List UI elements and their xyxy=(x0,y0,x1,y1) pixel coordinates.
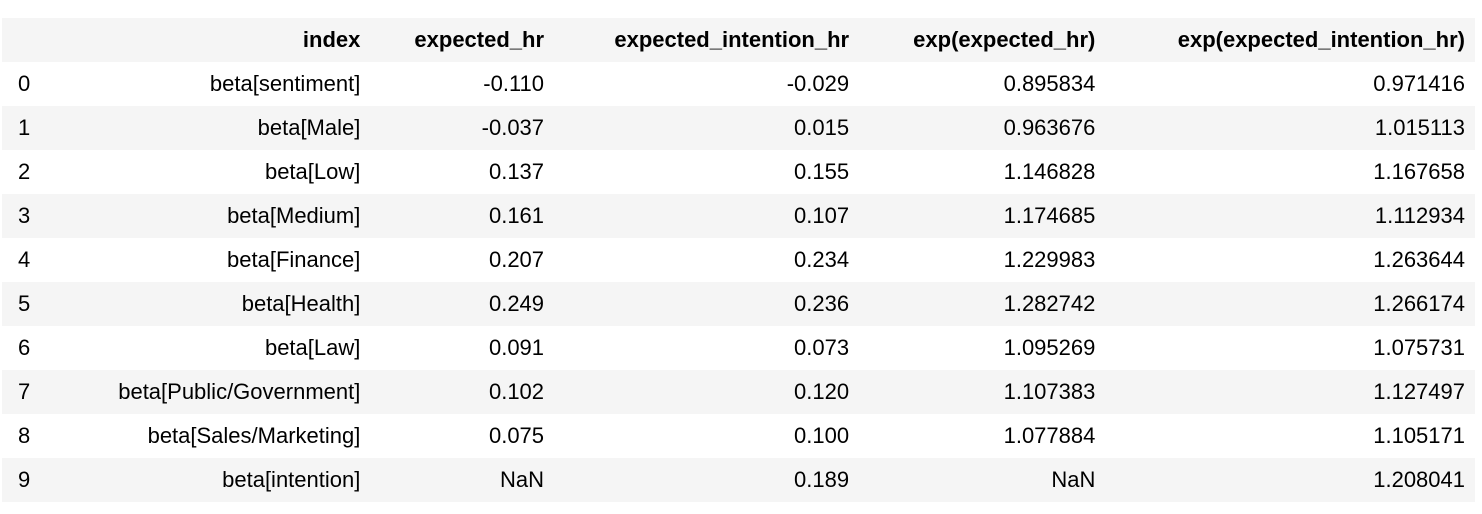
cell-exp-expected-hr: 1.146828 xyxy=(1003,159,1096,184)
cell-exp-expected-intention-hr: 1.075731 xyxy=(1373,335,1465,360)
table-row xyxy=(2,106,1475,150)
cell-expected-hr: -0.037 xyxy=(370,106,554,150)
cell-expected-hr: 0.137 xyxy=(488,159,545,184)
cell-exp-expected-hr: 1.174685 xyxy=(859,194,1105,238)
cell-exp-expected-intention-hr: 0.971416 xyxy=(1373,71,1465,96)
header-exp-expected-hr: exp(expected_hr) xyxy=(859,18,1105,62)
cell-row-number: 5 xyxy=(2,282,57,326)
header-expected-intention-hr: expected_intention_hr xyxy=(554,18,859,62)
header-expected-hr: expected_hr xyxy=(370,18,554,62)
cell-exp-expected-hr: 0.963676 xyxy=(859,106,1105,150)
cell-exp-expected-intention-hr: 1.112934 xyxy=(1105,194,1475,238)
table-header xyxy=(2,18,1475,62)
cell-expected-hr: 0.249 xyxy=(370,282,554,326)
cell-exp-expected-intention-hr: 1.266174 xyxy=(1105,282,1475,326)
cell-index: beta[intention] xyxy=(57,458,370,502)
table-row xyxy=(2,414,1475,458)
cell-index: beta[Male] xyxy=(57,106,370,150)
header-row-index xyxy=(2,18,57,62)
cell-exp-expected-hr: NaN xyxy=(859,458,1105,502)
table-row xyxy=(2,282,1475,326)
cell-exp-expected-intention-hr: 1.127497 xyxy=(1105,370,1475,414)
cell-expected-intention-hr: 0.189 xyxy=(554,458,859,502)
cell-index: beta[Public/Government] xyxy=(57,370,370,414)
cell-exp-expected-intention-hr: 1.208041 xyxy=(1105,458,1475,502)
cell-expected-hr: 0.091 xyxy=(488,335,545,360)
cell-index: beta[Sales/Marketing] xyxy=(147,423,361,448)
header-row xyxy=(2,18,1475,62)
cell-exp-expected-intention-hr: 1.105171 xyxy=(1373,423,1465,448)
cell-index: beta[Health] xyxy=(57,282,370,326)
cell-expected-hr: -0.110 xyxy=(483,71,545,96)
table-row xyxy=(2,62,1475,106)
header-exp-expected-intention-hr: exp(expected_intention_hr) xyxy=(1105,18,1475,62)
cell-expected-intention-hr: 0.234 xyxy=(794,247,850,272)
cell-expected-intention-hr: 0.100 xyxy=(794,423,850,448)
cell-expected-intention-hr: 0.073 xyxy=(794,335,850,360)
table-row xyxy=(2,326,1475,370)
cell-expected-intention-hr: 0.015 xyxy=(554,106,859,150)
cell-exp-expected-hr: 1.229983 xyxy=(1003,247,1096,272)
cell-row-number: 9 xyxy=(2,458,57,502)
cell-row-number: 8 xyxy=(18,423,31,448)
cell-exp-expected-intention-hr: 1.263644 xyxy=(1373,247,1465,272)
cell-exp-expected-hr: 1.095269 xyxy=(1003,335,1096,360)
dataframe-table xyxy=(2,18,1475,502)
cell-expected-intention-hr: 0.120 xyxy=(554,370,859,414)
cell-index: beta[sentiment] xyxy=(209,71,361,96)
cell-exp-expected-intention-hr: 1.167658 xyxy=(1373,159,1465,184)
table-row xyxy=(2,370,1475,414)
cell-index: beta[Law] xyxy=(264,335,361,360)
table-body xyxy=(2,62,1475,502)
cell-expected-hr: 0.102 xyxy=(370,370,554,414)
cell-row-number: 3 xyxy=(2,194,57,238)
cell-expected-intention-hr: 0.107 xyxy=(554,194,859,238)
cell-expected-intention-hr: 0.155 xyxy=(794,159,850,184)
cell-expected-hr: 0.075 xyxy=(488,423,545,448)
cell-exp-expected-hr: 1.107383 xyxy=(859,370,1105,414)
cell-expected-intention-hr: -0.029 xyxy=(786,71,850,96)
cell-expected-hr: 0.161 xyxy=(370,194,554,238)
cell-exp-expected-intention-hr: 1.015113 xyxy=(1105,106,1475,150)
cell-row-number: 2 xyxy=(18,159,31,184)
cell-index: beta[Finance] xyxy=(227,247,361,272)
table-row xyxy=(2,150,1475,194)
cell-exp-expected-hr: 0.895834 xyxy=(1003,71,1096,96)
cell-row-number: 7 xyxy=(2,370,57,414)
cell-expected-intention-hr: 0.236 xyxy=(554,282,859,326)
cell-row-number: 1 xyxy=(2,106,57,150)
cell-row-number: 6 xyxy=(18,335,31,360)
table-row xyxy=(2,238,1475,282)
cell-expected-hr: 0.207 xyxy=(488,247,545,272)
table-row xyxy=(2,458,1475,502)
cell-index: beta[Low] xyxy=(264,159,361,184)
cell-expected-hr: NaN xyxy=(370,458,554,502)
header-index: index xyxy=(57,18,370,62)
cell-row-number: 0 xyxy=(18,71,31,96)
cell-index: beta[Medium] xyxy=(57,194,370,238)
cell-exp-expected-hr: 1.077884 xyxy=(1003,423,1096,448)
table-row xyxy=(2,194,1475,238)
cell-row-number: 4 xyxy=(18,247,31,272)
cell-exp-expected-hr: 1.282742 xyxy=(859,282,1105,326)
